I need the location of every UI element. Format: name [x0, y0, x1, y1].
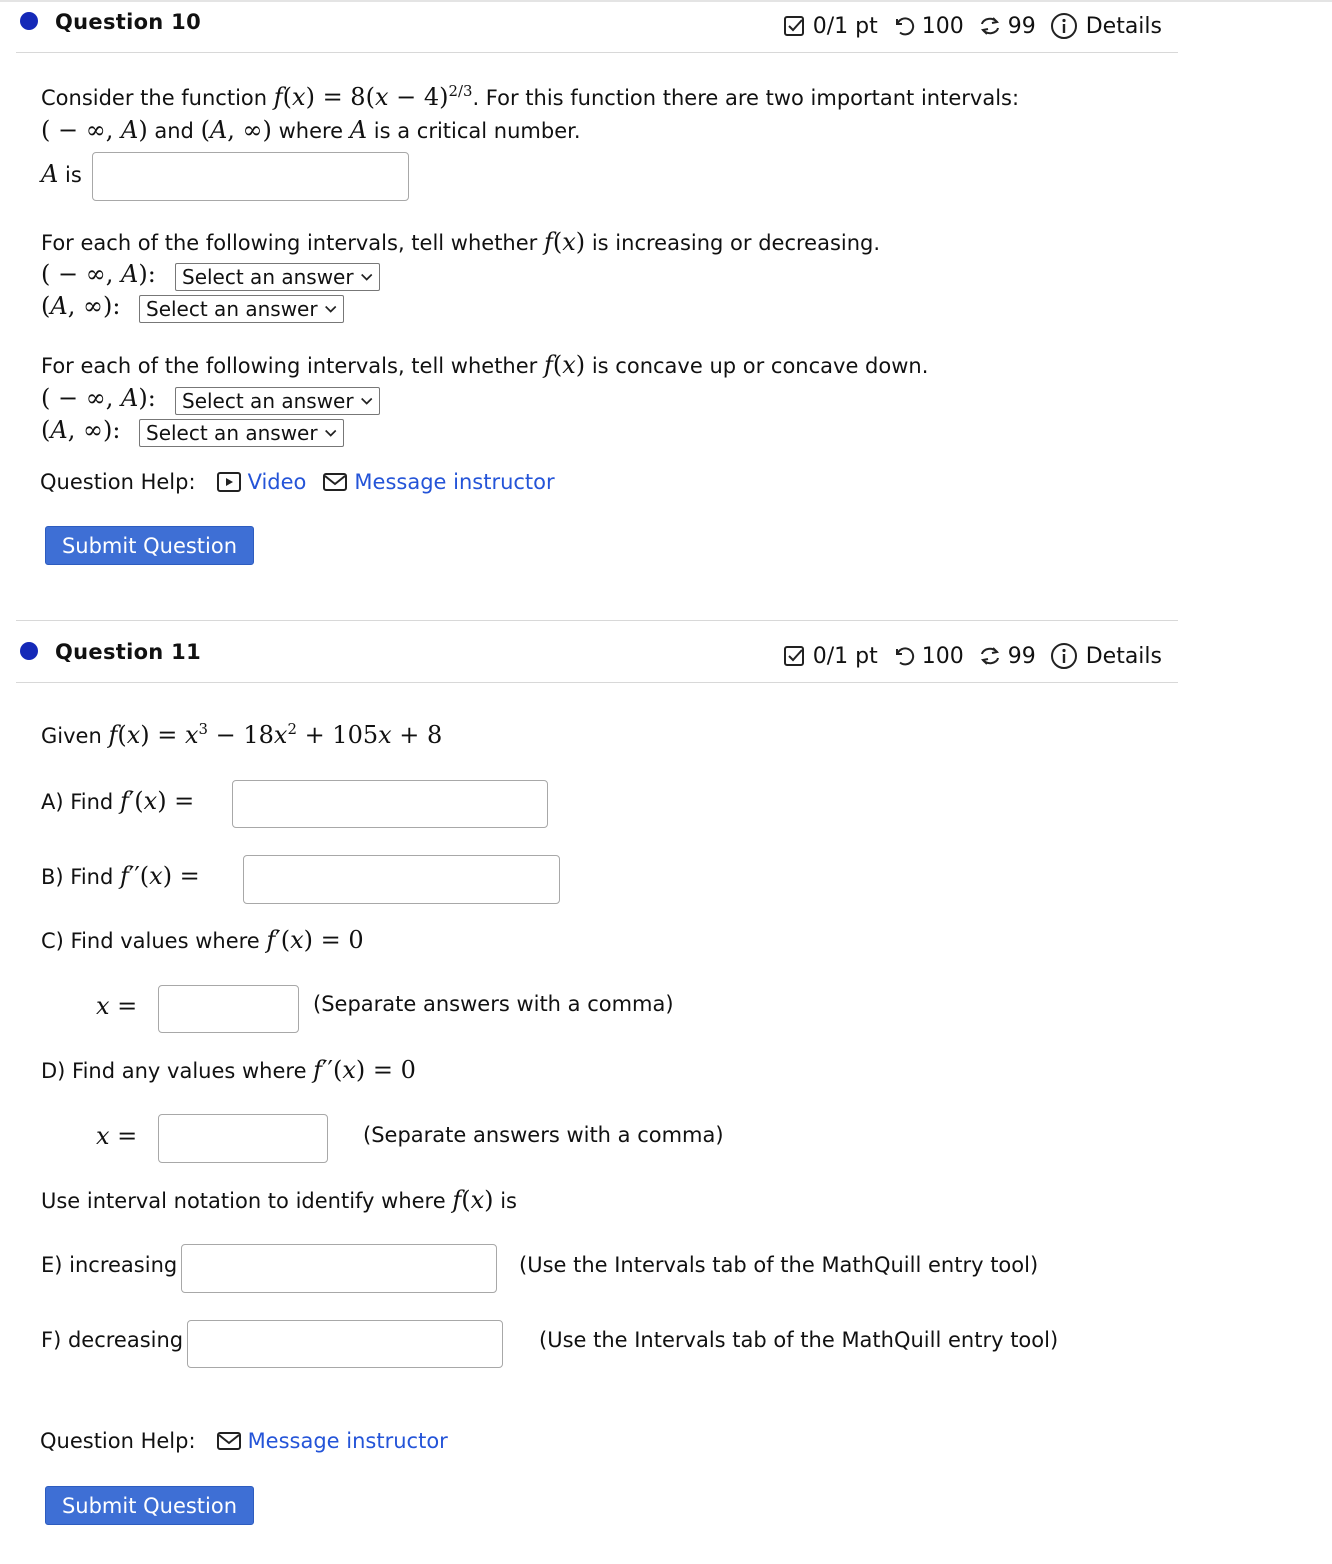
- given-function: [41, 720, 442, 749]
- interval-label-right: (A, ∞):: [41, 416, 121, 444]
- score-text: 0/1 pt: [812, 13, 878, 39]
- versions-count: 99: [1007, 643, 1036, 669]
- envelope-icon: [322, 471, 348, 493]
- score-indicator: [783, 14, 878, 39]
- fx-symbol: f(x): [543, 351, 586, 379]
- part-d-label: [41, 1056, 416, 1084]
- chevron-down-icon: [360, 395, 373, 407]
- question-header: [16, 2, 1178, 53]
- interval-label-right: (A, ∞):: [41, 292, 121, 320]
- details-link[interactable]: [1050, 12, 1162, 40]
- refresh-arrows-icon: [978, 14, 1002, 38]
- info-icon: [1050, 12, 1078, 40]
- part-a-label: [41, 787, 194, 815]
- select-value: Select an answer: [182, 389, 354, 413]
- retries-indicator: [892, 14, 964, 39]
- message-instructor-link[interactable]: [216, 1429, 448, 1453]
- intro-text: Consider the function: [41, 86, 274, 110]
- separate-note: (Separate answers with a comma): [363, 1123, 724, 1147]
- inflection-values-input[interactable]: [158, 1114, 328, 1163]
- versions-indicator: [978, 14, 1036, 39]
- retries-count: 100: [921, 643, 964, 669]
- intro-text-2: . For this function there are two important intervals:: [472, 86, 1020, 110]
- part-a-text: A) Find: [41, 790, 120, 814]
- score-indicator: [783, 644, 878, 669]
- select-value: Select an answer: [146, 421, 318, 445]
- chevron-down-icon: [360, 271, 373, 283]
- question-intro-line2: [41, 116, 581, 144]
- submit-question-button[interactable]: Submit Question: [45, 1486, 254, 1525]
- interval-prompt: [41, 1186, 517, 1214]
- intro-text-3: and: [147, 119, 201, 143]
- details-link[interactable]: [1050, 642, 1162, 670]
- question-title: Question 11: [55, 640, 201, 664]
- first-derivative-zero: f′(x) = 0: [266, 926, 364, 954]
- checkbox-icon: [783, 644, 807, 668]
- function-formula: $f(x) = x^3 - 18x^2 + 105x + 8$: [108, 720, 443, 749]
- concavity-prompt: [41, 351, 928, 379]
- second-derivative-zero: f′′(x) = 0: [313, 1056, 416, 1084]
- var-a: A: [349, 116, 368, 144]
- checkbox-icon: [783, 14, 807, 38]
- info-icon: [1050, 642, 1078, 670]
- score-text: 0/1 pt: [812, 643, 878, 669]
- chevron-down-icon: [324, 427, 337, 439]
- prompt-text-2: is: [493, 1189, 517, 1213]
- question-help: [40, 1429, 448, 1453]
- x-equals-label: x =: [96, 992, 138, 1020]
- given-text: Given: [41, 724, 109, 748]
- video-label: Video: [247, 470, 307, 494]
- fx-symbol: f(x): [452, 1186, 494, 1214]
- question-header: [16, 632, 1178, 683]
- increasing-interval-input[interactable]: [181, 1244, 497, 1293]
- var-a: A: [41, 160, 59, 188]
- status-dot-icon: [20, 642, 38, 660]
- first-derivative-input[interactable]: [232, 780, 548, 828]
- question-meta: [783, 12, 1162, 40]
- select-value: Select an answer: [182, 265, 354, 289]
- interval-right: (A, ∞): [200, 116, 272, 144]
- part-b-text: B) Find: [41, 865, 120, 889]
- part-b-label: [41, 862, 200, 890]
- question-meta: [783, 642, 1162, 670]
- a-is-text: is: [58, 163, 82, 187]
- fx-symbol: f(x): [543, 228, 586, 256]
- prompt-text: Use interval notation to identify where: [41, 1189, 453, 1213]
- message-label: Message instructor: [247, 1429, 448, 1453]
- mathquill-note: (Use the Intervals tab of the MathQuill entry tool): [539, 1328, 1059, 1352]
- undo-icon: [892, 14, 916, 38]
- question-divider: [16, 620, 1178, 621]
- critical-number-input[interactable]: [92, 152, 409, 201]
- mathquill-note: (Use the Intervals tab of the MathQuill entry tool): [519, 1253, 1039, 1277]
- prompt-text-2: is concave up or concave down.: [585, 354, 929, 378]
- part-f-label: F) decreasing: [41, 1328, 184, 1352]
- prompt-text: For each of the following intervals, tell whether: [41, 231, 544, 255]
- interval-label-left: ( − ∞, A):: [41, 260, 156, 288]
- part-c-label: [41, 926, 364, 954]
- inc-dec-prompt: [41, 228, 880, 256]
- second-derivative-symbol: f′′(x) =: [119, 862, 200, 890]
- inc-dec-select-right[interactable]: [139, 295, 344, 323]
- versions-count: 99: [1007, 13, 1036, 39]
- details-label: Details: [1085, 643, 1162, 669]
- video-link[interactable]: [216, 470, 307, 494]
- part-d-text: D) Find any values where: [41, 1059, 314, 1083]
- refresh-arrows-icon: [978, 644, 1002, 668]
- status-dot-icon: [20, 12, 38, 30]
- envelope-icon: [216, 1430, 242, 1452]
- prompt-text: For each of the following intervals, tell whether: [41, 354, 544, 378]
- interval-label-left: ( − ∞, A):: [41, 384, 156, 412]
- separate-note: (Separate answers with a comma): [313, 992, 674, 1016]
- undo-icon: [892, 644, 916, 668]
- x-equals-label: x =: [96, 1122, 138, 1150]
- question-intro: [41, 82, 1019, 111]
- decreasing-interval-input[interactable]: [187, 1320, 503, 1368]
- function-formula: $f(x) = 8(x - 4)^{2/3}$: [273, 82, 473, 111]
- intro-text-5: is a critical number.: [367, 119, 581, 143]
- inc-dec-select-left[interactable]: [175, 263, 380, 291]
- retries-indicator: [892, 644, 964, 669]
- part-c-text: C) Find values where: [41, 929, 267, 953]
- details-label: Details: [1085, 13, 1162, 39]
- message-label: Message instructor: [354, 470, 555, 494]
- a-is-label: [41, 160, 82, 188]
- interval-left: ( − ∞, A): [41, 116, 148, 144]
- intro-text-4: where: [271, 119, 350, 143]
- retries-count: 100: [921, 13, 964, 39]
- concavity-select-left[interactable]: [175, 387, 380, 415]
- submit-question-button[interactable]: Submit Question: [45, 526, 254, 565]
- help-label: Question Help:: [40, 1429, 196, 1453]
- select-value: Select an answer: [146, 297, 318, 321]
- part-e-label: E) increasing: [41, 1253, 178, 1277]
- help-label: Question Help:: [40, 470, 196, 494]
- prompt-text-2: is increasing or decreasing.: [585, 231, 881, 255]
- chevron-down-icon: [324, 303, 337, 315]
- second-derivative-input[interactable]: [243, 855, 560, 904]
- message-instructor-link[interactable]: [322, 470, 554, 494]
- critical-values-input[interactable]: [158, 985, 299, 1033]
- first-derivative-symbol: f′(x) =: [119, 787, 195, 815]
- question-help: [40, 470, 555, 494]
- versions-indicator: [978, 644, 1036, 669]
- question-title: Question 10: [55, 10, 201, 34]
- video-icon: [216, 471, 242, 493]
- concavity-select-right[interactable]: [139, 419, 344, 447]
